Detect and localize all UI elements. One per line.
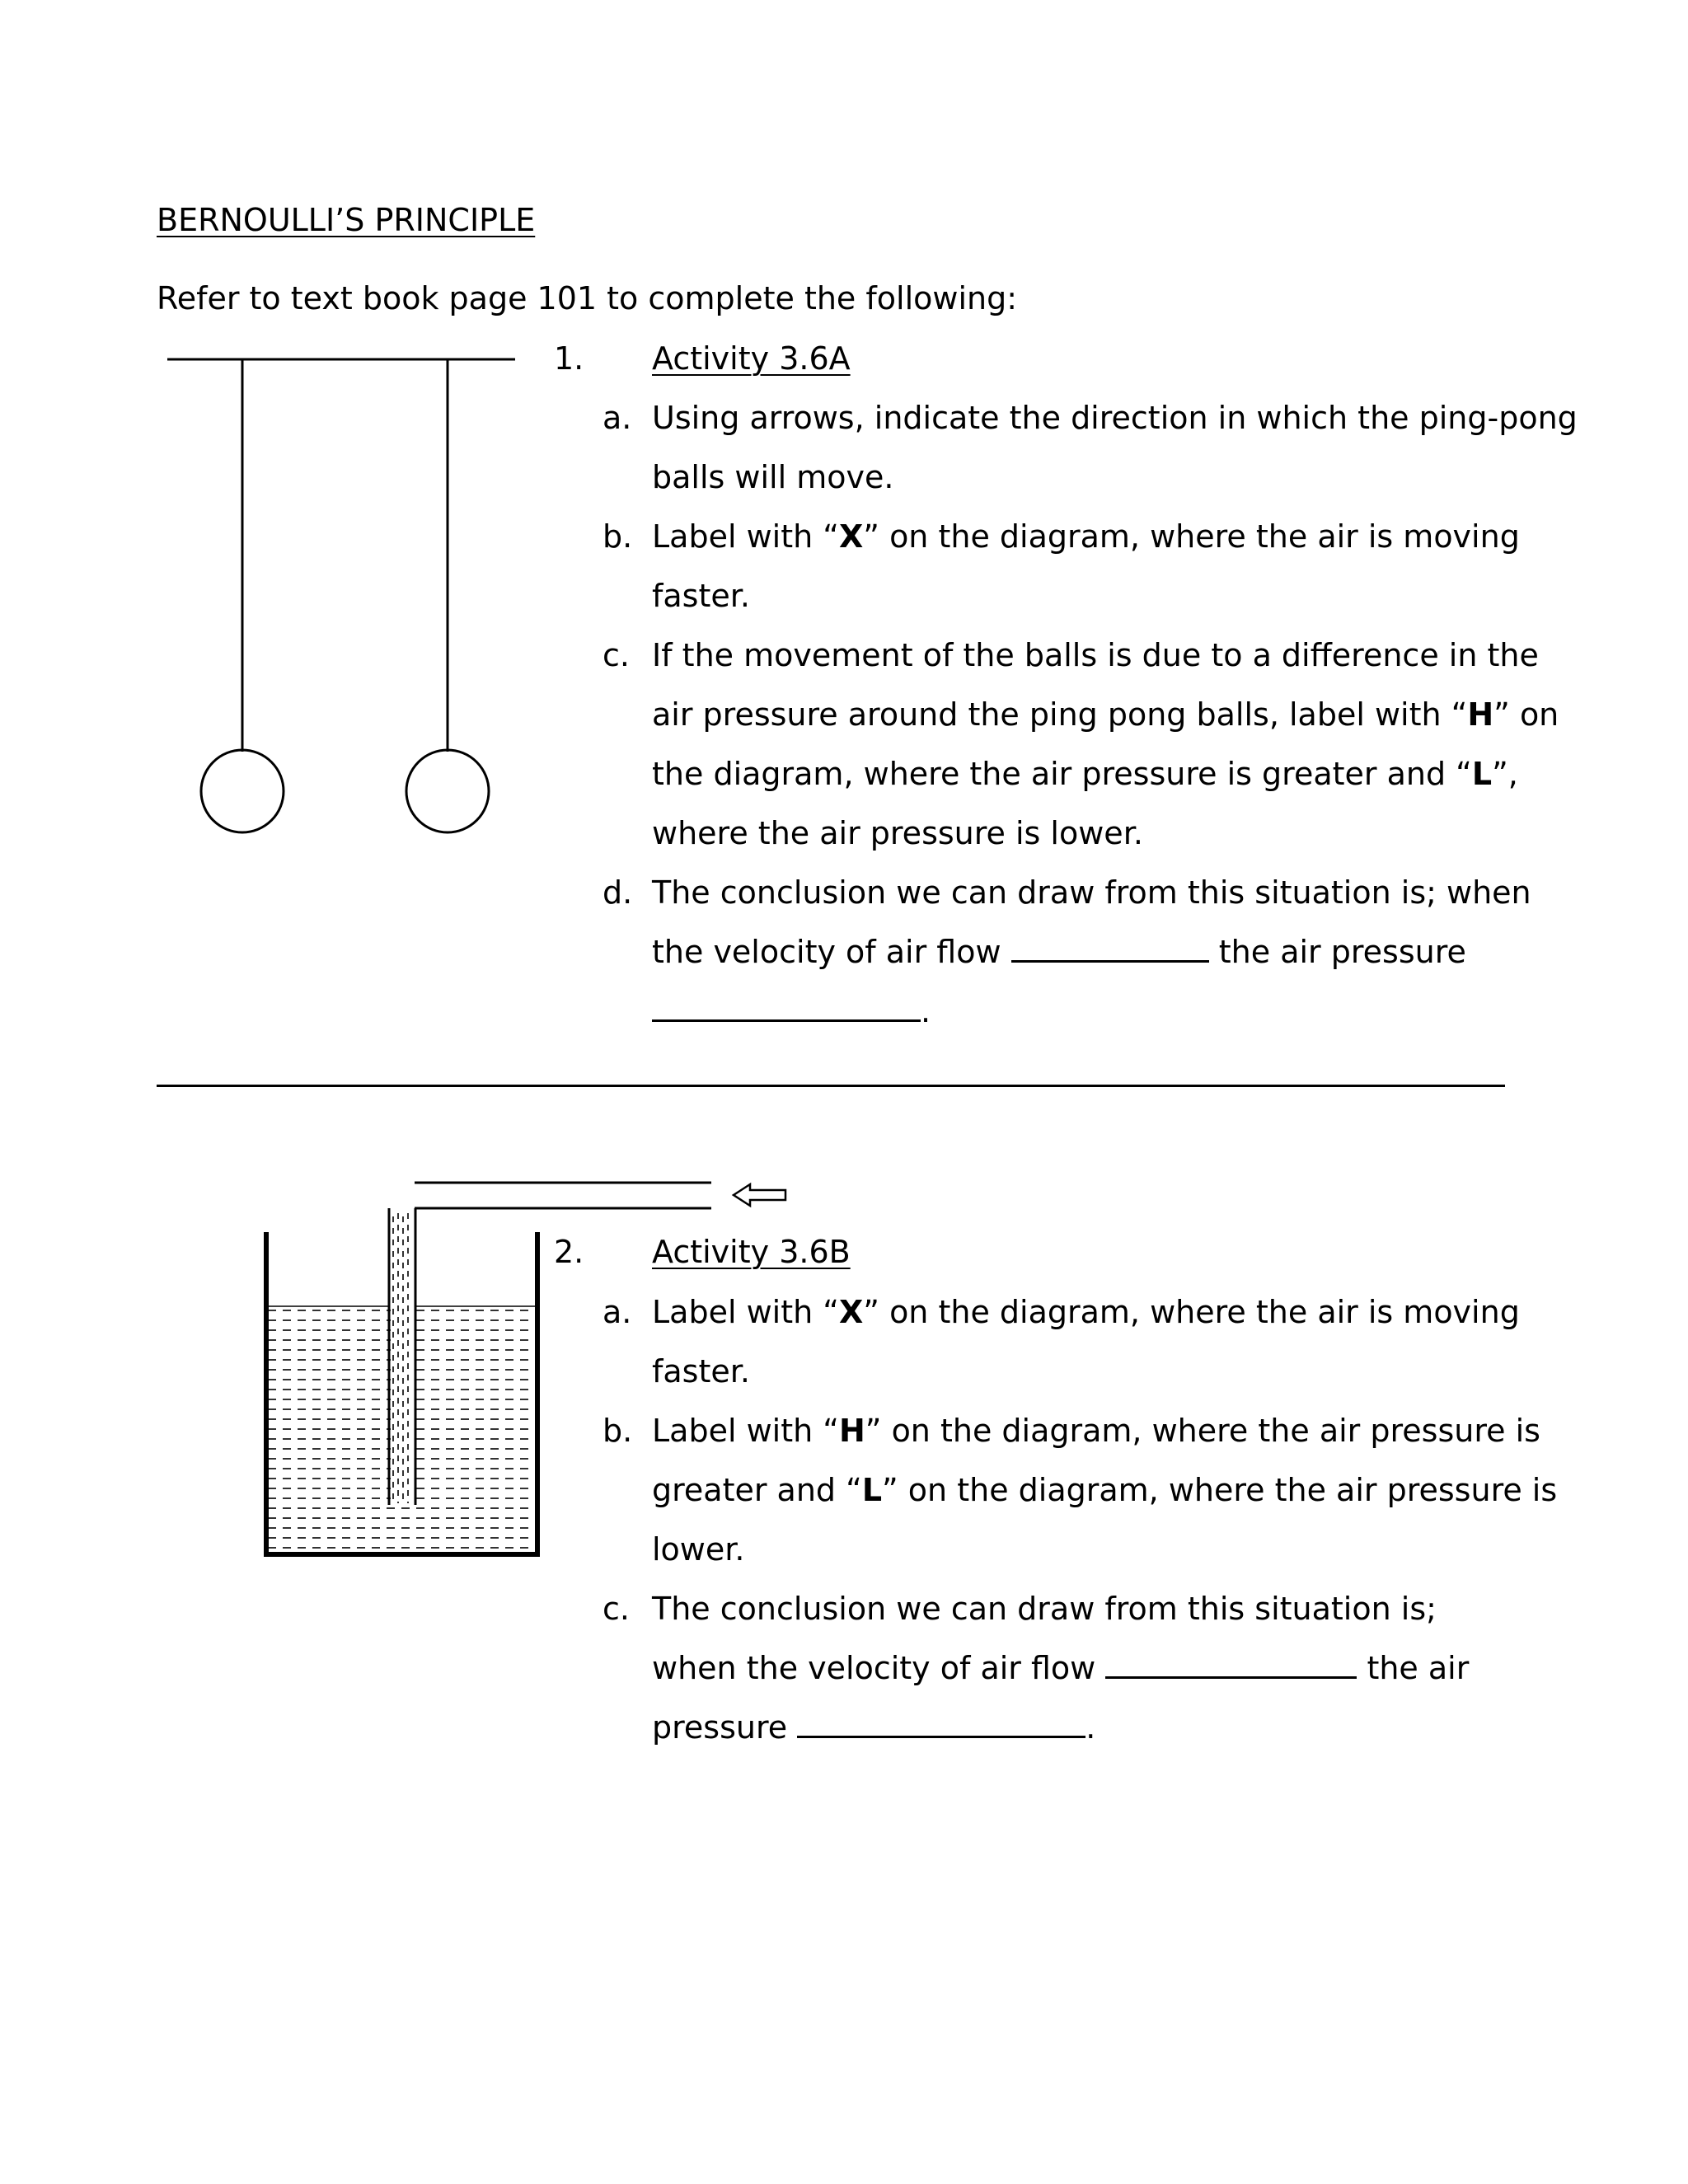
q2c-blank-2[interactable] xyxy=(797,1711,1085,1738)
q1b-line2: faster. xyxy=(652,578,750,614)
q1c-line4: where the air pressure is lower. xyxy=(652,815,1143,851)
q2c-line1: The conclusion we can draw from this situation is; xyxy=(652,1591,1437,1627)
q1-title: Activity 3.6A xyxy=(652,340,851,377)
q1-number: 1. xyxy=(554,340,584,377)
q1b-line1: Label with “X” on the diagram, where the air is moving xyxy=(652,518,1520,555)
q2b-line1: Label with “H” on the diagram, where the air pressure is xyxy=(652,1413,1540,1449)
q1a-line2: balls will move. xyxy=(652,459,894,495)
q1d-line1: The conclusion we can draw from this situation is; when xyxy=(652,874,1531,911)
q2c-line3: pressure . xyxy=(652,1709,1096,1746)
q1c-line2: air pressure around the ping pong balls, label with “H” on xyxy=(652,696,1559,733)
q2-number: 2. xyxy=(554,1234,584,1270)
q2b-letter: b. xyxy=(603,1413,633,1449)
q1c-line3: the diagram, where the air pressure is greater and “L”, xyxy=(652,756,1518,792)
q2c-line2: when the velocity of air flow the air xyxy=(652,1650,1470,1686)
q1d-line3: . xyxy=(652,993,931,1029)
q1a-line1: Using arrows, indicate the direction in which the ping-pong xyxy=(652,400,1578,436)
q1c-letter: c. xyxy=(603,637,630,673)
q1d-letter: d. xyxy=(603,874,633,911)
q2a-letter: a. xyxy=(603,1294,632,1330)
intro-text: Refer to text book page 101 to complete the following: xyxy=(157,280,1018,316)
q2b-line2: greater and “L” on the diagram, where the air pressure is xyxy=(652,1472,1558,1508)
q2a-line2: faster. xyxy=(652,1353,750,1390)
q1d-line2: the velocity of air flow the air pressure xyxy=(652,934,1466,970)
q2a-line1: Label with “X” on the diagram, where the air is moving xyxy=(652,1294,1520,1330)
q2b-line3: lower. xyxy=(652,1531,745,1568)
q1c-line1: If the movement of the balls is due to a difference in the xyxy=(652,637,1539,673)
q1a-letter: a. xyxy=(603,400,632,436)
q2c-blank-1[interactable] xyxy=(1105,1652,1357,1679)
q1b-letter: b. xyxy=(603,518,633,555)
left-arrow-icon xyxy=(734,1184,785,1206)
q2c-letter: c. xyxy=(603,1591,630,1627)
page-title: BERNOULLI’S PRINCIPLE xyxy=(157,202,536,238)
q2-title: Activity 3.6B xyxy=(652,1234,851,1270)
